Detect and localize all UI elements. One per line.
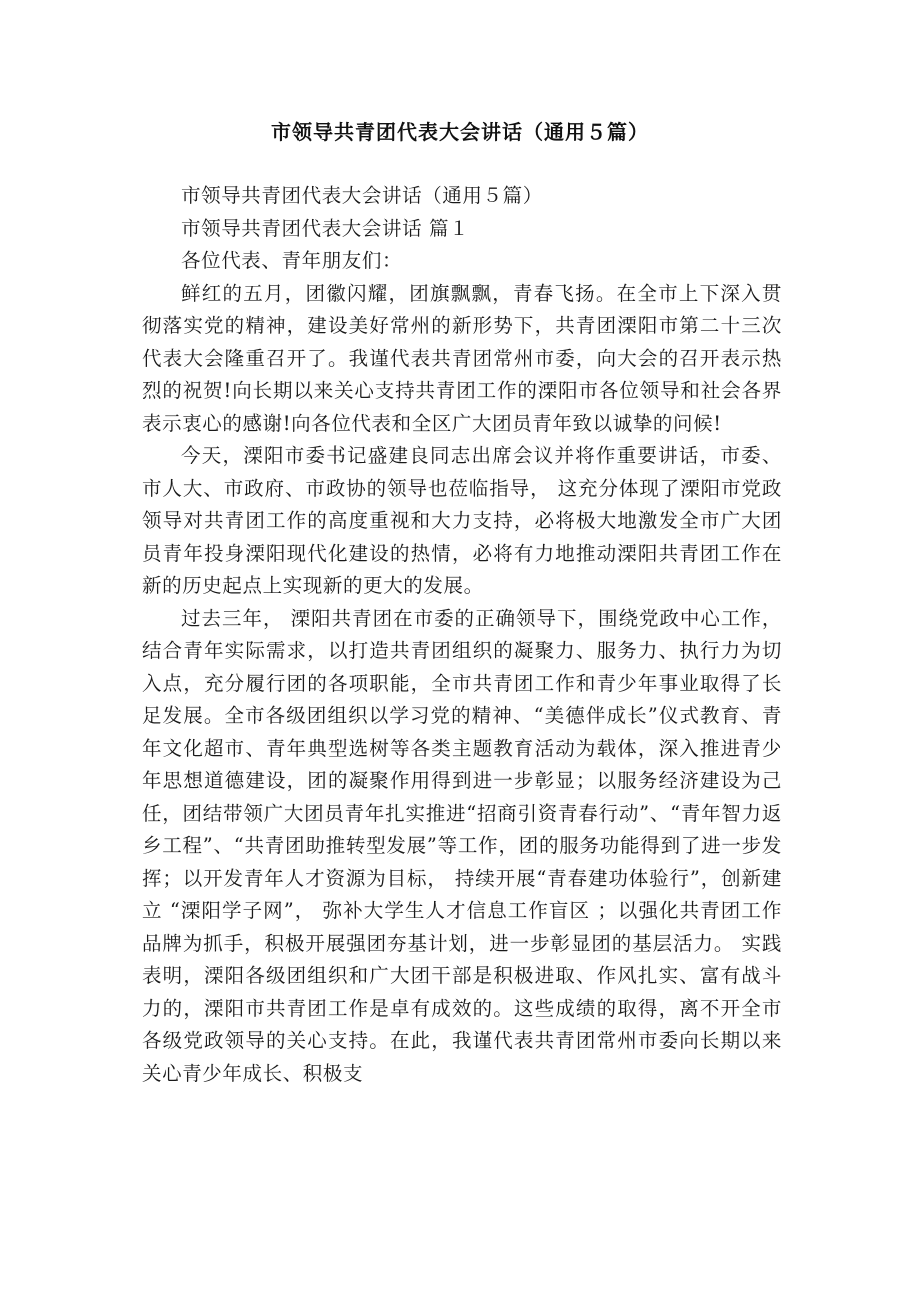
paragraph-opening: 鲜红的五月，团徽闪耀，团旗飘飘，青春飞扬。在全市上下深入贯彻落实党的精神，建设美好常州的新形势下，共青团溧阳市第二十三次代表大会隆重召开了。我谨代表共青团常州市委，向大会的召开表示热烈的祝贺!向长期以来关心支持共青团工作的溧阳市各位领导和社会各界表示衷心的感谢!向各位代表和全区广大团员青年致以诚挚的问候! — [142, 281, 782, 435]
paragraph-past-three-years: 过去三年， 溧阳共青团在市委的正确领导下，围绕党政中心工作，结合青年实际需求，以打造共青团组织的凝聚力、服务力、执行力为切入点，充分履行团的各项职能，全市共青团工作和青少年事业取得了长足发展。全市各级团组织以学习党的精神、“美德伴成长”仪式教育、青年文化超市、青年典型选树等各类主题教育活动为载体，深入推进青少年思想道德建设，团的凝聚作用得到进一步彰显；以服务经济建设为己任，团结带领广大团员青年扎实推进“招商引资青春行动”、“青年智力返乡工程”、“共青团助推转型发展”等工作，团的服务功能得到了进一步发挥；以开发青年人才资源为目标， 持续开展“青春建功体验行”，创新建立 “溧阳学子网”， 弥补大学生人才信息工作盲区 ；以强化共青团工作品牌为抓手，积极开展强团夯基计划，进一步彰显团的基层活力。 实践表明，溧阳各级团组织和广大团干部是积极进取、作风扎实、富有战斗力的，溧阳市共青团工作是卓有成效的。这些成绩的取得，离不开全市各级党政领导的关心支持。在此，我谨代表共青团常州市委向长期以来关心青少年成长、积极支 — [142, 606, 782, 1085]
paragraph-salutation: 各位代表、青年朋友们： — [181, 249, 403, 272]
paragraph-today: 今天，溧阳市委书记盛建良同志出席会议并将作重要讲话，市委、市人大、市政府、市政协的领导也莅临指导， 这充分体现了溧阳市党政领导对共青团工作的高度重视和大力支持，必将极大地激发全市广大团员青年投身溧阳现代化建设的热情，必将有力地推动溧阳共青团工作在新的历史起点上实现新的更大的发展。 — [142, 444, 782, 597]
paragraph-section-heading: 市领导共青团代表大会讲话 篇１ — [181, 216, 470, 240]
document-body — [142, 180, 782, 1090]
paragraph-subtitle: 市领导共青团代表大会讲话（通用５篇） — [181, 184, 543, 207]
document-title: 市领导共青团代表大会讲话（通用５篇） — [271, 120, 649, 144]
